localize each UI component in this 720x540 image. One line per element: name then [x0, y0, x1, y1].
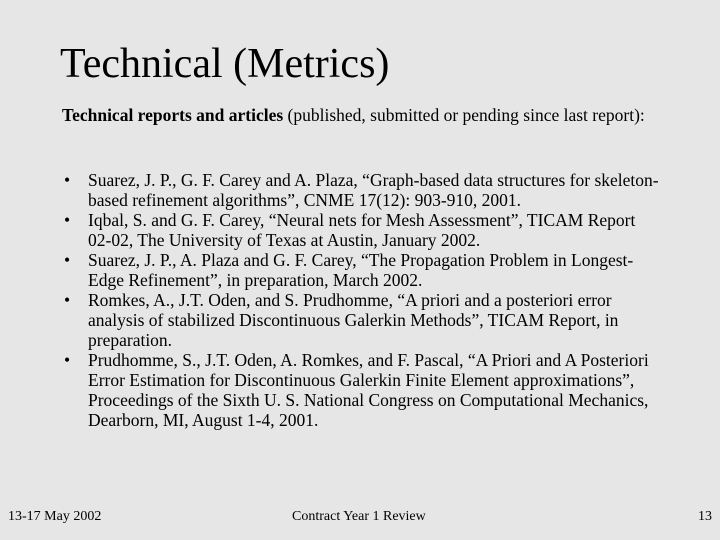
reference-text: Romkes, A., J.T. Oden, and S. Prudhomme, “A priori and a posteriori error analysis of stabilized Discontinuous Galerkin Methods”, TICAM Report, in preparation.	[88, 290, 619, 350]
reference-text: Suarez, J. P., G. F. Carey and A. Plaza, “Graph-based data structures for skeleton-based refinement algorithms”, CNME 17(12): 903-910, 2001.	[88, 170, 659, 210]
reference-item	[62, 210, 662, 250]
slide-title: Technical (Metrics)	[60, 41, 390, 87]
reference-item	[62, 290, 662, 350]
page-number: 13	[698, 509, 712, 524]
reference-text: Prudhomme, S., J.T. Oden, A. Romkes, and F. Pascal, “A Priori and A Posteriori Error Estimation for Discontinuous Galerkin Finite Element approximations”, Proceedings of the Sixth U. S. National Congress on Computational Mechanics, Dearborn, MI, August 1-4, 2001.	[88, 350, 649, 430]
footer-title: Contract Year 1 Review	[292, 509, 426, 524]
bullet-icon: •	[64, 350, 71, 370]
reference-item	[62, 350, 662, 430]
reference-item	[62, 250, 662, 290]
bullet-icon: •	[64, 290, 71, 310]
reference-list	[62, 170, 662, 430]
bullet-icon: •	[64, 210, 71, 230]
reference-text: Iqbal, S. and G. F. Carey, “Neural nets for Mesh Assessment”, TICAM Report 02-02, The University of Texas at Austin, January 2002.	[88, 210, 636, 250]
intro-paragraph	[62, 105, 688, 125]
intro-bold-text: Technical reports and articles	[62, 105, 284, 125]
intro-text: (published, submitted or pending since last report):	[283, 105, 645, 125]
footer-date: 13-17 May 2002	[8, 509, 102, 524]
bullet-icon: •	[64, 170, 71, 190]
reference-item	[62, 170, 662, 210]
reference-text: Suarez, J. P., A. Plaza and G. F. Carey, “The Propagation Problem in Longest-Edge Refinement”, in preparation, March 2002.	[88, 250, 634, 290]
bullet-icon: •	[64, 250, 71, 270]
